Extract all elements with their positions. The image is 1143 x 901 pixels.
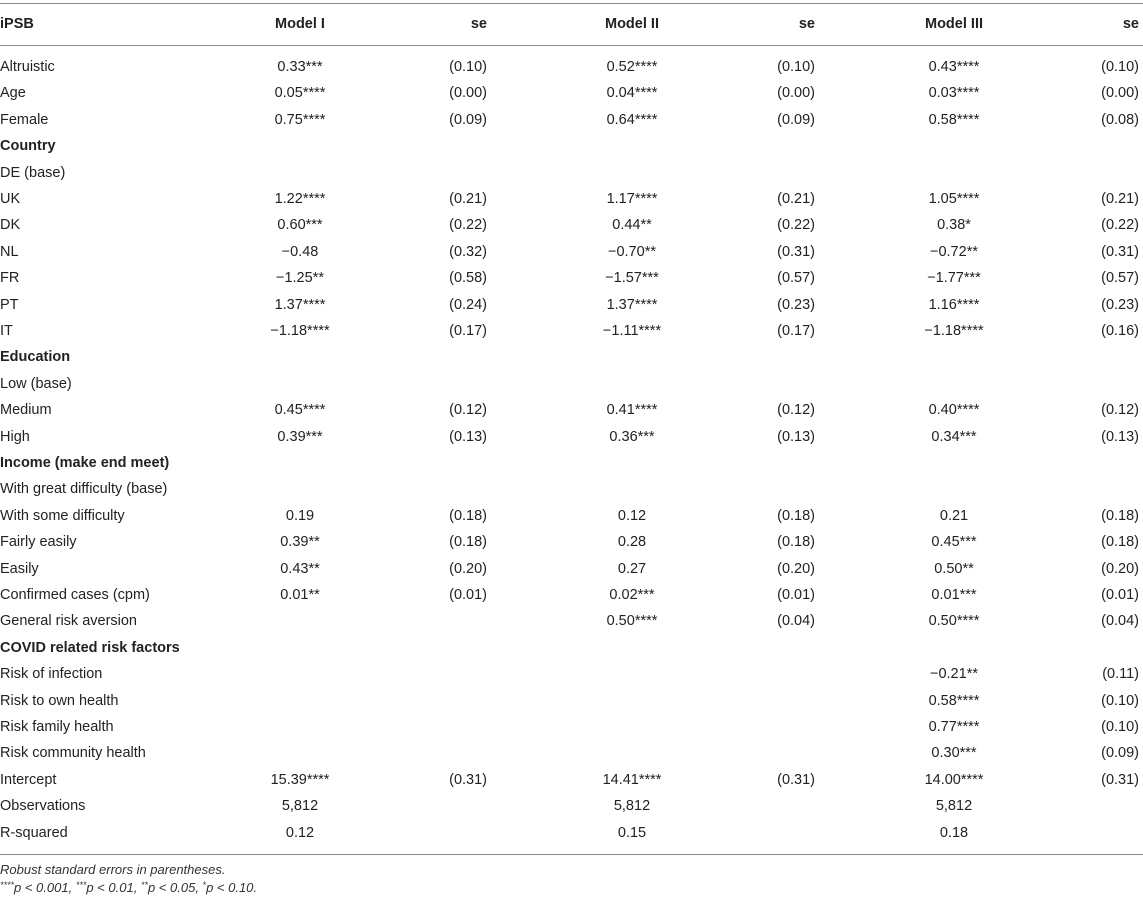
coefficient-cell: −1.18**** bbox=[924, 323, 984, 339]
header-model-3: Model III bbox=[925, 16, 983, 32]
standard-error-cell: (0.31) bbox=[449, 771, 487, 788]
standard-error-cell: (0.18) bbox=[449, 534, 487, 551]
coefficient-cell: 0.43** bbox=[280, 560, 320, 577]
standard-error-cell: (0.12) bbox=[1101, 402, 1139, 419]
table-bottom-rule bbox=[0, 854, 1143, 855]
row-label: Female bbox=[0, 111, 49, 128]
section-row bbox=[0, 344, 1143, 370]
row-label: High bbox=[0, 428, 30, 445]
header-model-1: Model I bbox=[275, 16, 325, 32]
coefficient-cell: 1.17**** bbox=[606, 191, 658, 207]
table-row bbox=[0, 318, 1143, 344]
coefficient-cell: −0.48 bbox=[281, 243, 319, 260]
table-row bbox=[0, 714, 1143, 740]
standard-error-cell: (0.04) bbox=[1101, 613, 1139, 630]
coefficient-cell: 0.58**** bbox=[928, 111, 980, 128]
table-row bbox=[0, 688, 1143, 714]
header-ipsb: iPSB bbox=[0, 16, 34, 32]
row-label: With some difficulty bbox=[0, 507, 125, 524]
coefficient-cell: 0.33*** bbox=[277, 59, 323, 75]
coefficient-cell: 1.37**** bbox=[606, 296, 658, 313]
standard-error-cell: (0.00) bbox=[449, 85, 487, 102]
coefficient-cell: 0.40**** bbox=[928, 402, 980, 419]
coefficient-cell: 0.39** bbox=[280, 534, 320, 551]
row-label: DK bbox=[0, 217, 21, 234]
standard-error-cell: (0.01) bbox=[777, 587, 815, 603]
coefficient-cell: 0.28 bbox=[617, 534, 647, 551]
row-label: Altruistic bbox=[0, 59, 55, 75]
coefficient-cell: 0.52**** bbox=[606, 59, 658, 75]
table-row bbox=[0, 476, 1143, 502]
coefficient-cell: 0.77**** bbox=[928, 719, 980, 735]
coefficient-cell: 0.01** bbox=[280, 587, 320, 603]
section-label: COVID related risk factors bbox=[0, 639, 180, 656]
coefficient-cell: 0.03**** bbox=[928, 85, 980, 102]
standard-error-cell: (0.13) bbox=[449, 428, 487, 445]
coefficient-cell: 5,812 bbox=[281, 798, 319, 815]
coefficient-cell: 0.05**** bbox=[274, 85, 326, 102]
coefficient-cell: 0.45**** bbox=[274, 402, 326, 419]
standard-error-cell: (0.17) bbox=[777, 323, 815, 339]
section-row bbox=[0, 635, 1143, 661]
row-label: Low (base) bbox=[0, 375, 72, 392]
table-row bbox=[0, 239, 1143, 265]
row-label: R-squared bbox=[0, 824, 68, 841]
standard-error-cell: (0.09) bbox=[777, 111, 815, 128]
table-row bbox=[0, 80, 1143, 106]
row-label: Age bbox=[0, 85, 26, 102]
row-label: Risk of infection bbox=[0, 666, 103, 683]
coefficient-cell: 0.43**** bbox=[928, 59, 980, 75]
coefficient-cell: 0.19 bbox=[285, 507, 315, 524]
standard-error-cell: (0.22) bbox=[1101, 217, 1139, 234]
table-row bbox=[0, 582, 1143, 608]
standard-error-cell: (0.00) bbox=[1101, 85, 1139, 102]
coefficient-cell: 0.60*** bbox=[277, 217, 323, 234]
standard-error-cell: (0.09) bbox=[449, 111, 487, 128]
coefficient-cell: 15.39**** bbox=[270, 771, 330, 788]
standard-error-cell: (0.31) bbox=[1101, 771, 1139, 788]
row-label: With great difficulty (base) bbox=[0, 481, 168, 498]
coefficient-cell: 0.44** bbox=[612, 217, 652, 234]
table-row bbox=[0, 186, 1143, 212]
standard-error-cell: (0.13) bbox=[1101, 428, 1139, 445]
coefficient-cell: 0.50**** bbox=[928, 613, 980, 630]
row-label: PT bbox=[0, 296, 19, 313]
table-row bbox=[0, 160, 1143, 186]
table-row bbox=[0, 424, 1143, 450]
coefficient-cell: −1.57*** bbox=[605, 270, 659, 287]
section-label: Country bbox=[0, 138, 56, 155]
row-label: Risk family health bbox=[0, 719, 114, 735]
standard-error-cell: (0.21) bbox=[449, 191, 487, 207]
table-row bbox=[0, 661, 1143, 687]
standard-error-cell: (0.23) bbox=[777, 296, 815, 313]
header-se-1: se bbox=[470, 16, 487, 32]
coefficient-cell: −1.11**** bbox=[602, 323, 662, 339]
header-model-2: Model II bbox=[605, 16, 659, 32]
table-row bbox=[0, 107, 1143, 133]
table-row bbox=[0, 767, 1143, 793]
coefficient-cell: 0.02*** bbox=[609, 587, 655, 603]
coefficient-cell: 14.00**** bbox=[924, 771, 984, 788]
coefficient-cell: 0.18 bbox=[939, 824, 969, 841]
coefficient-cell: 0.21 bbox=[939, 507, 969, 524]
coefficient-cell: 0.30*** bbox=[931, 745, 977, 762]
coefficient-cell: −1.25** bbox=[276, 270, 324, 287]
standard-error-cell: (0.11) bbox=[1102, 666, 1139, 683]
table-row bbox=[0, 740, 1143, 766]
coefficient-cell: 1.16**** bbox=[928, 296, 980, 313]
standard-error-cell: (0.22) bbox=[449, 217, 487, 234]
section-row bbox=[0, 133, 1143, 159]
standard-error-cell: (0.20) bbox=[777, 560, 815, 577]
standard-error-cell: (0.21) bbox=[777, 191, 815, 207]
standard-error-cell: (0.18) bbox=[449, 507, 487, 524]
standard-error-cell: (0.10) bbox=[1101, 59, 1139, 75]
coefficient-cell: 0.75**** bbox=[274, 111, 326, 128]
header-se-3: se bbox=[1122, 16, 1139, 32]
standard-error-cell: (0.22) bbox=[777, 217, 815, 234]
table-note-significance: ****p < 0.001, ***p < 0.01, **p < 0.05, *p < 0.10. bbox=[0, 880, 258, 895]
row-label: Intercept bbox=[0, 771, 57, 788]
coefficient-cell: 1.22**** bbox=[274, 191, 326, 207]
table-row bbox=[0, 212, 1143, 238]
table-row bbox=[0, 54, 1143, 80]
coefficient-cell: 0.41**** bbox=[606, 402, 658, 419]
table-row bbox=[0, 397, 1143, 423]
coefficient-cell: 0.12 bbox=[285, 824, 315, 841]
standard-error-cell: (0.20) bbox=[1101, 560, 1139, 577]
row-label: DE (base) bbox=[0, 164, 66, 181]
coefficient-cell: −1.77*** bbox=[927, 270, 981, 287]
table-row bbox=[0, 265, 1143, 291]
coefficient-cell: 0.27 bbox=[617, 560, 647, 577]
standard-error-cell: (0.57) bbox=[1101, 270, 1139, 287]
table-row bbox=[0, 793, 1143, 819]
coefficient-cell: 1.37**** bbox=[274, 296, 326, 313]
coefficient-cell: 0.38* bbox=[937, 217, 971, 234]
standard-error-cell: (0.12) bbox=[449, 402, 487, 419]
coefficient-cell: 0.15 bbox=[617, 824, 647, 841]
standard-error-cell: (0.12) bbox=[777, 402, 815, 419]
standard-error-cell: (0.32) bbox=[449, 243, 487, 260]
section-row bbox=[0, 450, 1143, 476]
row-label: NL bbox=[0, 243, 19, 260]
standard-error-cell: (0.08) bbox=[1101, 111, 1139, 128]
standard-error-cell: (0.31) bbox=[777, 771, 815, 788]
row-label: UK bbox=[0, 191, 21, 207]
coefficient-cell: −0.72** bbox=[930, 243, 978, 260]
coefficient-cell: 14.41**** bbox=[602, 771, 662, 788]
table-row bbox=[0, 556, 1143, 582]
coefficient-cell: 0.01*** bbox=[931, 587, 977, 603]
coefficient-cell: 0.39*** bbox=[277, 428, 323, 445]
coefficient-cell: 0.36*** bbox=[609, 428, 655, 445]
standard-error-cell: (0.04) bbox=[777, 613, 815, 630]
standard-error-cell: (0.10) bbox=[777, 59, 815, 75]
standard-error-cell: (0.10) bbox=[1101, 692, 1139, 709]
standard-error-cell: (0.00) bbox=[777, 85, 815, 102]
table-row bbox=[0, 503, 1143, 529]
table-row bbox=[0, 820, 1143, 846]
row-label: Confirmed cases (cpm) bbox=[0, 587, 150, 603]
standard-error-cell: (0.20) bbox=[449, 560, 487, 577]
row-label: Medium bbox=[0, 402, 52, 419]
coefficient-cell: 5,812 bbox=[613, 798, 651, 815]
standard-error-cell: (0.13) bbox=[777, 428, 815, 445]
standard-error-cell: (0.10) bbox=[449, 59, 487, 75]
coefficient-cell: 0.50**** bbox=[606, 613, 658, 630]
row-label: Easily bbox=[0, 560, 39, 577]
section-label: Income (make end meet) bbox=[0, 455, 170, 471]
standard-error-cell: (0.01) bbox=[1101, 587, 1139, 603]
standard-error-cell: (0.18) bbox=[1101, 507, 1139, 524]
coefficient-cell: 0.34*** bbox=[931, 428, 977, 445]
table-top-rule bbox=[0, 3, 1143, 4]
standard-error-cell: (0.10) bbox=[1101, 719, 1139, 735]
coefficient-cell: 0.12 bbox=[617, 507, 647, 524]
row-label: Risk community health bbox=[0, 745, 146, 762]
table-row bbox=[0, 529, 1143, 555]
coefficient-cell: 0.58**** bbox=[928, 692, 980, 709]
coefficient-cell: 0.50** bbox=[934, 560, 974, 577]
row-label: IT bbox=[0, 323, 13, 339]
row-label: Fairly easily bbox=[0, 534, 77, 551]
standard-error-cell: (0.24) bbox=[449, 296, 487, 313]
standard-error-cell: (0.01) bbox=[449, 587, 487, 603]
table-note-se: Robust standard errors in parentheses. bbox=[0, 862, 226, 877]
standard-error-cell: (0.17) bbox=[449, 323, 487, 339]
table-row bbox=[0, 292, 1143, 318]
section-label: Education bbox=[0, 349, 71, 366]
coefficient-cell: 5,812 bbox=[935, 798, 973, 815]
table-header-row bbox=[0, 11, 1143, 37]
row-label: Risk to own health bbox=[0, 692, 119, 709]
coefficient-cell: −0.21** bbox=[930, 666, 978, 683]
standard-error-cell: (0.58) bbox=[449, 270, 487, 287]
table-row bbox=[0, 371, 1143, 397]
header-se-2: se bbox=[798, 16, 815, 32]
coefficient-cell: −0.70** bbox=[608, 243, 656, 260]
standard-error-cell: (0.31) bbox=[777, 243, 815, 260]
standard-error-cell: (0.18) bbox=[1101, 534, 1139, 551]
row-label: General risk aversion bbox=[0, 613, 137, 630]
coefficient-cell: 1.05**** bbox=[928, 191, 980, 207]
standard-error-cell: (0.09) bbox=[1101, 745, 1139, 762]
standard-error-cell: (0.31) bbox=[1101, 243, 1139, 260]
standard-error-cell: (0.16) bbox=[1101, 323, 1139, 339]
standard-error-cell: (0.23) bbox=[1101, 296, 1139, 313]
coefficient-cell: 0.04**** bbox=[606, 85, 658, 102]
row-label: FR bbox=[0, 270, 20, 287]
header-bottom-rule bbox=[0, 45, 1143, 46]
coefficient-cell: 0.64**** bbox=[606, 111, 658, 128]
standard-error-cell: (0.18) bbox=[777, 507, 815, 524]
row-label: Observations bbox=[0, 798, 86, 815]
standard-error-cell: (0.57) bbox=[777, 270, 815, 287]
standard-error-cell: (0.21) bbox=[1101, 191, 1139, 207]
standard-error-cell: (0.18) bbox=[777, 534, 815, 551]
coefficient-cell: −1.18**** bbox=[270, 323, 330, 339]
coefficient-cell: 0.45*** bbox=[931, 534, 977, 551]
table-row bbox=[0, 608, 1143, 634]
